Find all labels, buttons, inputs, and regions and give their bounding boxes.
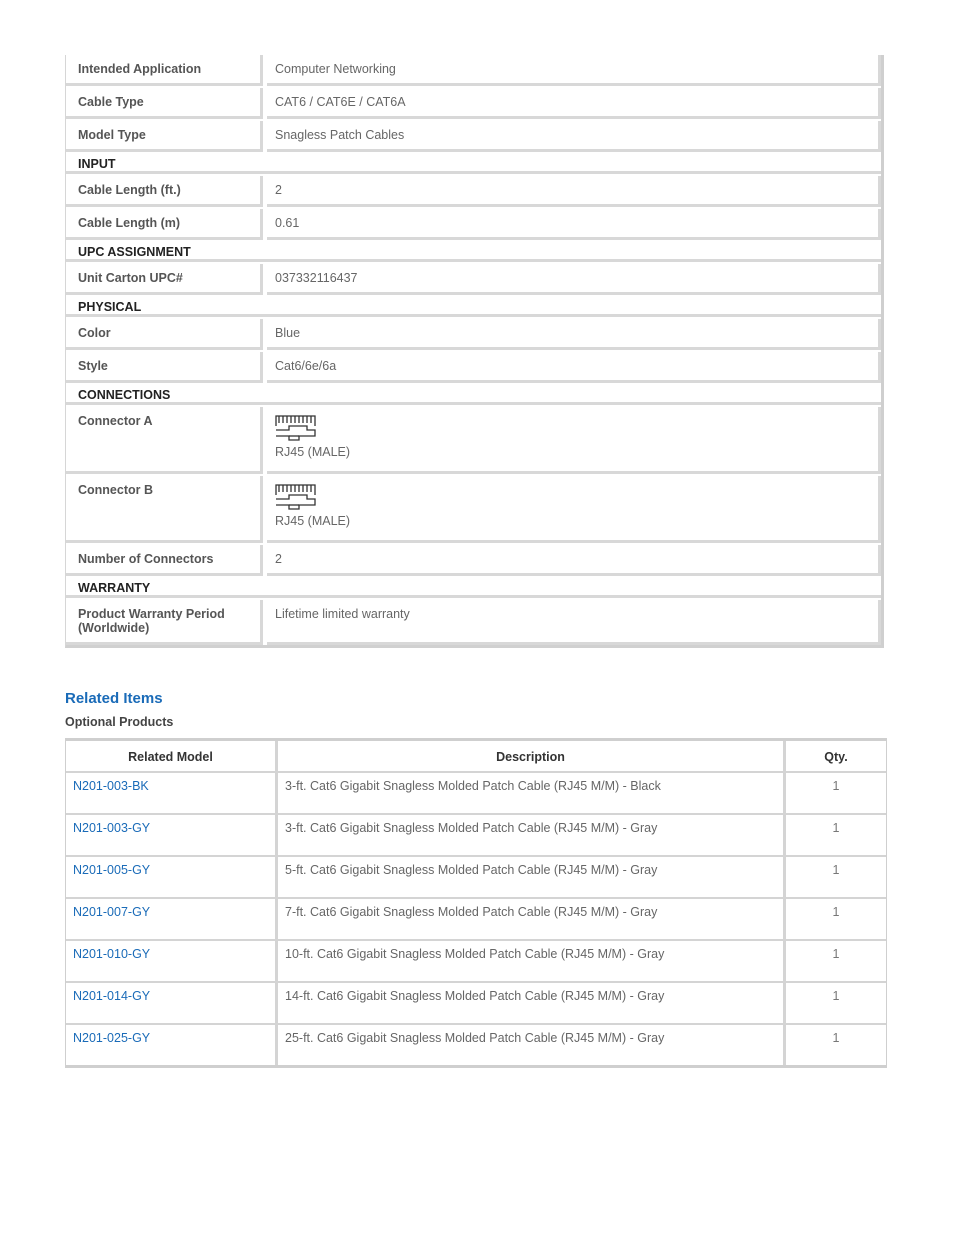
- spec-label: Unit Carton UPC#: [66, 264, 263, 295]
- related-model-link[interactable]: N201-003-GY: [73, 821, 151, 835]
- spec-label: Cable Length (m): [66, 209, 263, 240]
- qty-cell: 1: [832, 905, 840, 919]
- spec-value: Blue: [267, 319, 881, 350]
- section-heading: PHYSICAL: [66, 295, 881, 317]
- spec-value: [267, 407, 881, 474]
- related-model-cell: [66, 899, 278, 939]
- spec-row: [66, 264, 881, 295]
- related-model-link[interactable]: N201-014-GY: [73, 989, 151, 1003]
- spec-row: [66, 176, 881, 207]
- related-model-cell: [66, 815, 278, 855]
- section-heading: WARRANTY: [66, 576, 881, 598]
- spec-label: Product Warranty Period (Worldwide): [66, 600, 263, 645]
- related-model-cell: [66, 941, 278, 981]
- spec-value: Computer Networking: [267, 55, 881, 86]
- qty-cell: 1: [832, 863, 840, 877]
- rj45-connector-icon: [275, 414, 317, 444]
- spec-row: [66, 407, 881, 474]
- spec-value: 0.61: [267, 209, 881, 240]
- description-cell: 10-ft. Cat6 Gigabit Snagless Molded Patch Cable (RJ45 M/M) - Gray: [278, 941, 786, 981]
- section-heading: UPC ASSIGNMENT: [66, 240, 881, 262]
- spec-value: 2: [267, 176, 881, 207]
- table-header-row: [66, 741, 886, 773]
- table-row: [66, 857, 886, 899]
- related-products-table: [65, 738, 887, 1068]
- spec-value: Lifetime limited warranty: [267, 600, 881, 645]
- related-items-heading: Related Items: [65, 690, 163, 707]
- qty-cell: 1: [832, 989, 840, 1003]
- spec-label: Cable Type: [66, 88, 263, 119]
- related-model-cell: [66, 857, 278, 897]
- description-cell: 3-ft. Cat6 Gigabit Snagless Molded Patch Cable (RJ45 M/M) - Black: [278, 773, 786, 813]
- spec-row: [66, 121, 881, 152]
- spec-value: 037332116437: [267, 264, 881, 295]
- related-model-link[interactable]: N201-005-GY: [73, 863, 151, 877]
- qty-cell: 1: [832, 779, 840, 793]
- related-model-link[interactable]: N201-025-GY: [73, 1031, 151, 1045]
- header-qty: Qty.: [824, 750, 848, 764]
- spec-row: [66, 319, 881, 350]
- spec-value: 2: [267, 545, 881, 576]
- spec-label: Connector A: [66, 407, 263, 474]
- spec-row: [66, 545, 881, 576]
- description-cell: 25-ft. Cat6 Gigabit Snagless Molded Patch Cable (RJ45 M/M) - Gray: [278, 1025, 786, 1065]
- table-row: [66, 983, 886, 1025]
- connector-type-label: RJ45 (MALE): [275, 514, 351, 528]
- spec-label: Cable Length (ft.): [66, 176, 263, 207]
- spec-row: [66, 209, 881, 240]
- header-description: Description: [278, 741, 786, 771]
- description-cell: 3-ft. Cat6 Gigabit Snagless Molded Patch Cable (RJ45 M/M) - Gray: [278, 815, 786, 855]
- spec-label: Number of Connectors: [66, 545, 263, 576]
- description-cell: 5-ft. Cat6 Gigabit Snagless Molded Patch Cable (RJ45 M/M) - Gray: [278, 857, 786, 897]
- qty-cell: 1: [832, 821, 840, 835]
- description-cell: 14-ft. Cat6 Gigabit Snagless Molded Patch Cable (RJ45 M/M) - Gray: [278, 983, 786, 1023]
- table-row: [66, 773, 886, 815]
- connector-type-label: RJ45 (MALE): [275, 445, 351, 459]
- table-row: [66, 899, 886, 941]
- qty-cell: 1: [832, 947, 840, 961]
- related-model-cell: [66, 983, 278, 1023]
- related-model-cell: [66, 773, 278, 813]
- qty-cell: 1: [832, 1031, 840, 1045]
- spec-row: [66, 88, 881, 119]
- spec-row: [66, 55, 881, 86]
- spec-value: Snagless Patch Cables: [267, 121, 881, 152]
- spec-row: [66, 352, 881, 383]
- section-heading: INPUT: [66, 152, 881, 174]
- header-related-model: Related Model: [66, 741, 278, 771]
- spec-table: [65, 55, 884, 648]
- optional-products-heading: Optional Products: [65, 715, 174, 729]
- spec-value: Cat6/6e/6a: [267, 352, 881, 383]
- table-row: [66, 941, 886, 983]
- related-model-link[interactable]: N201-010-GY: [73, 947, 151, 961]
- related-model-link[interactable]: N201-007-GY: [73, 905, 151, 919]
- section-heading: CONNECTIONS: [66, 383, 881, 405]
- spec-label: Color: [66, 319, 263, 350]
- table-row: [66, 815, 886, 857]
- spec-value: CAT6 / CAT6E / CAT6A: [267, 88, 881, 119]
- description-cell: 7-ft. Cat6 Gigabit Snagless Molded Patch Cable (RJ45 M/M) - Gray: [278, 899, 786, 939]
- table-row: [66, 1025, 886, 1065]
- spec-value: [267, 476, 881, 543]
- related-model-link[interactable]: N201-003-BK: [73, 779, 149, 793]
- spec-row: [66, 476, 881, 543]
- spec-label: Connector B: [66, 476, 263, 543]
- spec-label: Style: [66, 352, 263, 383]
- spec-label: Model Type: [66, 121, 263, 152]
- related-model-cell: [66, 1025, 278, 1065]
- spec-label: Intended Application: [66, 55, 263, 86]
- spec-row: [66, 600, 881, 645]
- rj45-connector-icon: [275, 483, 317, 513]
